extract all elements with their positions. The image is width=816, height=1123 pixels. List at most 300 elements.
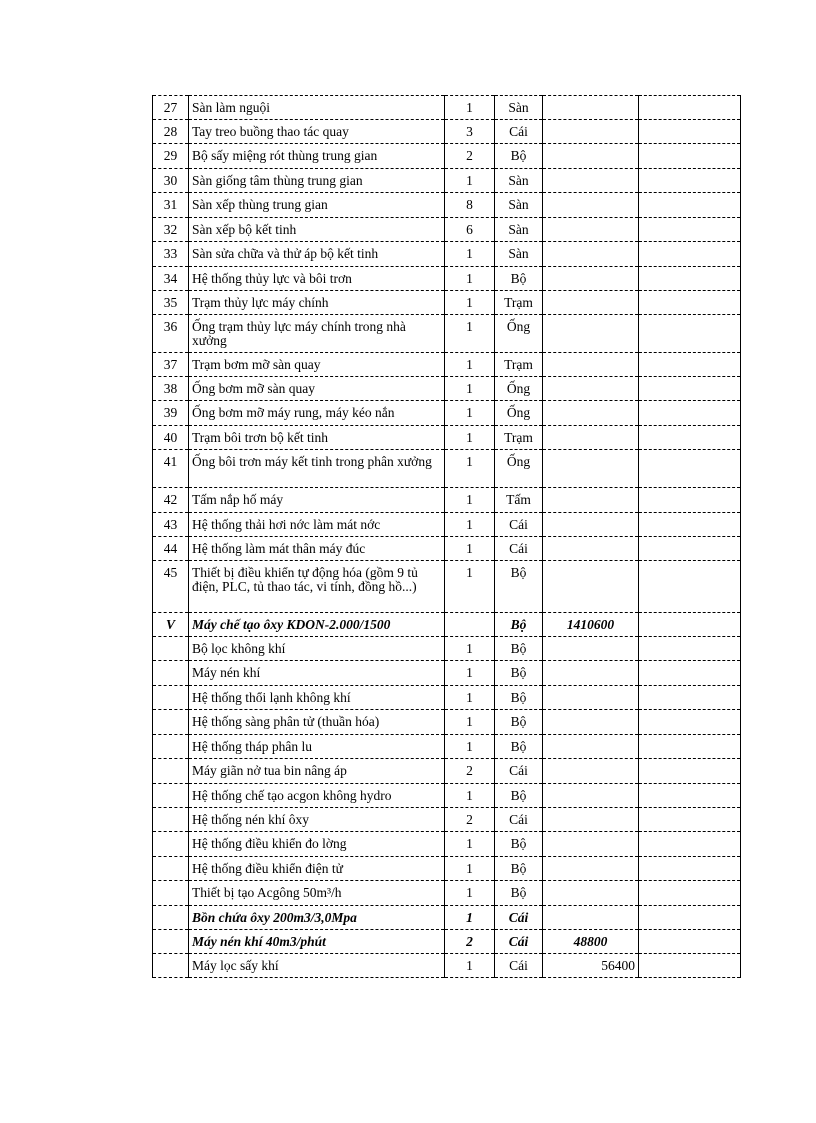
- item-value-text: [546, 710, 635, 715]
- row-number: [153, 218, 189, 242]
- row-number: [153, 401, 189, 426]
- table-row: [153, 637, 741, 661]
- row-number-text: 33: [163, 246, 178, 261]
- item-value: [543, 377, 639, 401]
- item-unit-text: Cái: [508, 910, 529, 925]
- item-unit-text: Cái: [509, 517, 528, 532]
- item-value: [543, 267, 639, 291]
- row-number: [153, 661, 189, 686]
- row-number: [153, 857, 189, 881]
- row-number-text: V: [165, 617, 175, 632]
- table-row: [153, 906, 741, 930]
- item-value-text: [546, 315, 635, 320]
- item-value-text: [546, 661, 635, 666]
- row-number-text: [156, 637, 185, 642]
- item-unit-text: Bộ: [510, 271, 527, 286]
- item-note: [639, 315, 741, 353]
- item-quantity-text: 1: [466, 958, 473, 973]
- item-value: [543, 353, 639, 377]
- row-number: [153, 291, 189, 315]
- item-quantity-text: 1: [466, 665, 473, 680]
- item-unit: [495, 661, 543, 686]
- table-row: [153, 353, 741, 377]
- item-note: [639, 401, 741, 426]
- item-value-text: 48800: [573, 934, 608, 949]
- item-note-text: [642, 267, 737, 272]
- table-row: [153, 120, 741, 144]
- row-number: [153, 120, 189, 144]
- table-row: [153, 661, 741, 686]
- item-quantity-text: 1: [466, 565, 473, 580]
- item-quantity: [445, 218, 495, 242]
- item-note: [639, 954, 741, 978]
- row-number: [153, 96, 189, 120]
- item-quantity-text: 1: [466, 295, 473, 310]
- table-row: [153, 930, 741, 954]
- item-quantity-text: 2: [466, 148, 473, 163]
- item-name-text: Hệ thống nén khí ôxy: [192, 812, 309, 827]
- item-unit-text: Sàn: [508, 173, 529, 188]
- item-name: [189, 96, 445, 120]
- row-number: [153, 242, 189, 267]
- item-quantity: [445, 784, 495, 808]
- item-name: [189, 784, 445, 808]
- item-note-text: [642, 450, 737, 455]
- item-unit-text: Bộ: [510, 885, 527, 900]
- item-quantity: [445, 954, 495, 978]
- item-value: [543, 661, 639, 686]
- item-unit: [495, 193, 543, 218]
- item-name-text: Hệ thống sàng phân tử (thuần hóa): [192, 714, 380, 729]
- item-unit: [495, 808, 543, 832]
- item-quantity-text: 3: [466, 124, 473, 139]
- item-note-text: [642, 193, 737, 198]
- item-note-text: [642, 686, 737, 691]
- item-name-text: Hệ thống tháp phân lu: [192, 739, 312, 754]
- item-note-text: [642, 637, 737, 642]
- item-unit-text: Ống: [506, 405, 531, 420]
- item-value: [543, 561, 639, 613]
- item-name: [189, 759, 445, 784]
- item-name-text: Bộ lọc không khí: [192, 641, 286, 656]
- row-number-text: [156, 784, 185, 789]
- item-unit: [495, 613, 543, 637]
- item-quantity: [445, 488, 495, 513]
- item-value: [543, 784, 639, 808]
- table-row: [153, 218, 741, 242]
- item-note: [639, 353, 741, 377]
- item-unit-text: Tấm: [506, 492, 531, 507]
- item-quantity: [445, 637, 495, 661]
- row-number-text: [156, 710, 185, 715]
- item-note: [639, 144, 741, 169]
- item-note-text: [642, 218, 737, 223]
- item-unit: [495, 832, 543, 857]
- item-name-text: Sàn xếp bộ kết tinh: [192, 222, 297, 237]
- item-quantity-text: 1: [466, 517, 473, 532]
- item-value: [543, 242, 639, 267]
- item-name: [189, 488, 445, 513]
- item-name: [189, 537, 445, 561]
- item-note-text: [642, 144, 737, 149]
- item-quantity-text: 1: [466, 246, 473, 261]
- item-unit: [495, 561, 543, 613]
- row-number-text: [156, 735, 185, 740]
- item-value: [543, 954, 639, 978]
- item-quantity-text: 6: [466, 222, 473, 237]
- item-quantity-text: 1: [466, 836, 473, 851]
- item-unit-text: Trạm: [504, 357, 533, 372]
- item-quantity: [445, 169, 495, 193]
- item-quantity-text: 8: [466, 197, 473, 212]
- item-name-text: Thiết bị điều khiển tự động hóa (gồm 9 tủ điện, PLC, tủ thao tác, vi tính, đồng hồ...): [192, 565, 418, 594]
- item-name-text: Sàn làm nguội: [192, 100, 270, 115]
- row-number: [153, 906, 189, 930]
- item-quantity: [445, 242, 495, 267]
- item-unit: [495, 353, 543, 377]
- row-number-text: 36: [163, 319, 178, 334]
- item-unit-text: Bộ: [510, 861, 527, 876]
- item-name: [189, 513, 445, 537]
- item-value: [543, 120, 639, 144]
- table-row: [153, 513, 741, 537]
- item-name-text: Sàn xếp thùng trung gian: [192, 197, 328, 212]
- row-number-text: 28: [163, 124, 178, 139]
- item-name: [189, 954, 445, 978]
- item-quantity: [445, 315, 495, 353]
- row-number: [153, 710, 189, 735]
- item-quantity-text: 1: [466, 100, 473, 115]
- item-value-text: [546, 881, 635, 886]
- item-note: [639, 426, 741, 450]
- item-value: [543, 193, 639, 218]
- item-quantity: [445, 537, 495, 561]
- item-quantity: [445, 450, 495, 488]
- item-quantity: [445, 808, 495, 832]
- item-value: [543, 218, 639, 242]
- item-name: [189, 377, 445, 401]
- item-note-text: [642, 881, 737, 886]
- row-number-text: 38: [163, 381, 178, 396]
- item-unit-text: Bộ: [510, 148, 527, 163]
- item-unit: [495, 120, 543, 144]
- item-note-text: [642, 537, 737, 542]
- item-quantity: [445, 735, 495, 759]
- item-value: [543, 735, 639, 759]
- item-note-text: [642, 808, 737, 813]
- row-number-text: 37: [163, 357, 178, 372]
- item-unit-text: Sàn: [508, 100, 529, 115]
- row-number-text: 27: [163, 100, 178, 115]
- item-note-text: [642, 315, 737, 320]
- item-quantity-text: 1: [466, 430, 473, 445]
- item-note-text: [642, 832, 737, 837]
- item-note: [639, 784, 741, 808]
- item-unit-text: Cái: [509, 812, 528, 827]
- item-value-text: 56400: [601, 958, 635, 973]
- item-name: [189, 808, 445, 832]
- row-number: [153, 193, 189, 218]
- item-value: [543, 96, 639, 120]
- row-number-text: [156, 661, 185, 666]
- item-value: [543, 513, 639, 537]
- item-value: [543, 144, 639, 169]
- item-unit: [495, 242, 543, 267]
- item-value-text: [546, 169, 635, 174]
- item-unit-text: Cái: [509, 541, 528, 556]
- item-unit: [495, 169, 543, 193]
- item-value-text: [546, 242, 635, 247]
- item-unit-text: Cái: [509, 763, 528, 778]
- item-name: [189, 353, 445, 377]
- item-value: [543, 537, 639, 561]
- item-quantity-text: 1: [466, 910, 473, 925]
- item-unit: [495, 426, 543, 450]
- item-name: [189, 120, 445, 144]
- item-name-text: Trạm bôi trơn bộ kết tinh: [192, 430, 329, 445]
- item-name: [189, 661, 445, 686]
- item-name: [189, 906, 445, 930]
- table-body: [153, 96, 741, 978]
- item-value: [543, 906, 639, 930]
- item-name: [189, 267, 445, 291]
- item-name: [189, 881, 445, 906]
- item-value-text: [546, 906, 635, 911]
- item-value-text: [546, 735, 635, 740]
- item-note-text: [642, 784, 737, 789]
- item-quantity-text: 1: [466, 357, 473, 372]
- item-name-text: Hệ thống điều khiển điện tử: [192, 861, 343, 876]
- equipment-table: [152, 95, 741, 978]
- item-quantity: [445, 144, 495, 169]
- item-note: [639, 450, 741, 488]
- row-number-text: 43: [163, 517, 178, 532]
- item-value-text: [546, 267, 635, 272]
- item-note: [639, 193, 741, 218]
- table-row: [153, 291, 741, 315]
- item-unit-text: Ống: [506, 454, 531, 469]
- table-row: [153, 832, 741, 857]
- item-name: [189, 291, 445, 315]
- item-note-text: [642, 857, 737, 862]
- item-name-text: Máy chế tạo ôxy KDON-2.000/1500: [192, 617, 391, 632]
- row-number: [153, 735, 189, 759]
- row-number: [153, 537, 189, 561]
- item-value: [543, 637, 639, 661]
- item-value-text: [546, 513, 635, 518]
- row-number: [153, 450, 189, 488]
- table-row: [153, 857, 741, 881]
- row-number: [153, 267, 189, 291]
- row-number-text: [156, 881, 185, 886]
- item-value-text: [546, 291, 635, 296]
- item-name-text: Hệ thống làm mát thân máy đúc: [192, 541, 366, 556]
- item-quantity: [445, 710, 495, 735]
- row-number-text: [156, 686, 185, 691]
- item-note: [639, 242, 741, 267]
- item-value-text: [546, 759, 635, 764]
- item-note: [639, 96, 741, 120]
- row-number: [153, 169, 189, 193]
- item-unit: [495, 401, 543, 426]
- table-row: [153, 450, 741, 488]
- item-note-text: [642, 169, 737, 174]
- item-quantity: [445, 832, 495, 857]
- item-note-text: [642, 291, 737, 296]
- item-unit: [495, 537, 543, 561]
- item-quantity-text: 1: [466, 381, 473, 396]
- item-unit: [495, 759, 543, 784]
- item-note-text: [642, 120, 737, 125]
- table-row: [153, 735, 741, 759]
- item-unit: [495, 488, 543, 513]
- item-unit-text: Bộ: [510, 714, 527, 729]
- item-quantity-text: 1: [466, 319, 473, 334]
- item-note: [639, 686, 741, 710]
- item-quantity-text: 1: [466, 541, 473, 556]
- item-value-text: [546, 832, 635, 837]
- item-unit: [495, 637, 543, 661]
- item-quantity-text: 1: [466, 885, 473, 900]
- item-unit: [495, 930, 543, 954]
- row-number: [153, 561, 189, 613]
- item-unit-text: Bộ: [510, 565, 527, 580]
- item-name-text: Hệ thống điều khiển đo lờng: [192, 836, 347, 851]
- item-quantity: [445, 857, 495, 881]
- item-unit-text: Cái: [509, 124, 528, 139]
- item-name: [189, 169, 445, 193]
- table-row: [153, 426, 741, 450]
- item-note-text: [642, 426, 737, 431]
- row-number: [153, 144, 189, 169]
- row-number-text: [156, 930, 185, 935]
- item-quantity: [445, 930, 495, 954]
- item-note: [639, 661, 741, 686]
- item-note-text: [642, 377, 737, 382]
- item-unit-text: Sàn: [508, 222, 529, 237]
- row-number-text: 32: [163, 222, 178, 237]
- item-name-text: Tay treo buồng thao tác quay: [192, 124, 349, 139]
- item-quantity-text: 1: [466, 271, 473, 286]
- item-name: [189, 426, 445, 450]
- item-unit-text: Bộ: [510, 665, 527, 680]
- item-unit: [495, 291, 543, 315]
- item-name-text: Trạm thủy lực máy chính: [192, 295, 329, 310]
- row-number-text: 39: [163, 405, 178, 420]
- item-name: [189, 930, 445, 954]
- item-name: [189, 857, 445, 881]
- row-number: [153, 377, 189, 401]
- item-quantity: [445, 377, 495, 401]
- item-note: [639, 637, 741, 661]
- item-name-text: Bộ sấy miệng rót thùng trung gian: [192, 148, 378, 163]
- item-value-text: [546, 144, 635, 149]
- item-note: [639, 930, 741, 954]
- item-name: [189, 144, 445, 169]
- item-quantity-text: 1: [466, 739, 473, 754]
- item-value: [543, 426, 639, 450]
- table-row: [153, 193, 741, 218]
- item-unit: [495, 881, 543, 906]
- item-quantity-text: 2: [466, 934, 473, 949]
- item-value-text: [546, 426, 635, 431]
- item-quantity: [445, 759, 495, 784]
- item-unit: [495, 144, 543, 169]
- item-quantity: [445, 906, 495, 930]
- item-note-text: [642, 401, 737, 406]
- item-value: [543, 759, 639, 784]
- item-name-text: Sàn giống tâm thùng trung gian: [192, 173, 363, 188]
- item-quantity: [445, 613, 495, 637]
- item-name: [189, 193, 445, 218]
- table-row: [153, 144, 741, 169]
- table-row: [153, 537, 741, 561]
- item-unit: [495, 450, 543, 488]
- item-value-text: [546, 537, 635, 542]
- row-number-text: [156, 808, 185, 813]
- item-unit: [495, 710, 543, 735]
- item-unit: [495, 267, 543, 291]
- item-name-text: Tấm nắp hố máy: [192, 492, 284, 507]
- row-number-text: 41: [163, 454, 178, 469]
- item-unit: [495, 315, 543, 353]
- item-unit-text: Bộ: [510, 739, 527, 754]
- item-name-text: Máy nén khí 40m3/phút: [192, 934, 326, 949]
- row-number: [153, 686, 189, 710]
- row-number: [153, 784, 189, 808]
- item-unit: [495, 218, 543, 242]
- item-note: [639, 513, 741, 537]
- item-value: [543, 401, 639, 426]
- item-unit-text: Sàn: [508, 246, 529, 261]
- item-name: [189, 561, 445, 613]
- item-quantity: [445, 353, 495, 377]
- item-name-text: Ống bơm mỡ sàn quay: [192, 381, 316, 396]
- item-unit: [495, 735, 543, 759]
- table-row: [153, 267, 741, 291]
- item-quantity-text: 2: [466, 763, 473, 778]
- item-name-text: Hệ thống chế tạo acgon không hydro: [192, 788, 392, 803]
- item-quantity-text: 1: [466, 173, 473, 188]
- table-row: [153, 686, 741, 710]
- item-value-text: [546, 377, 635, 382]
- item-name-text: Trạm bơm mỡ sàn quay: [192, 357, 321, 372]
- item-quantity-text: 1: [466, 861, 473, 876]
- item-name: [189, 832, 445, 857]
- item-quantity-text: 1: [466, 641, 473, 656]
- row-number-text: 35: [163, 295, 178, 310]
- table-row: [153, 613, 741, 637]
- item-value: [543, 488, 639, 513]
- item-value: [543, 686, 639, 710]
- item-unit-text: Cái: [508, 934, 529, 949]
- item-unit-text: Bộ: [510, 788, 527, 803]
- item-name: [189, 401, 445, 426]
- item-note: [639, 759, 741, 784]
- item-value: [543, 930, 639, 954]
- table-row: [153, 954, 741, 978]
- row-number: [153, 759, 189, 784]
- item-quantity-text: 1: [466, 690, 473, 705]
- table-row: [153, 710, 741, 735]
- row-number-text: 34: [163, 271, 178, 286]
- item-name: [189, 637, 445, 661]
- item-value: [543, 832, 639, 857]
- row-number-text: [156, 954, 185, 959]
- item-quantity-text: 1: [466, 788, 473, 803]
- item-value: [543, 808, 639, 832]
- row-number: [153, 930, 189, 954]
